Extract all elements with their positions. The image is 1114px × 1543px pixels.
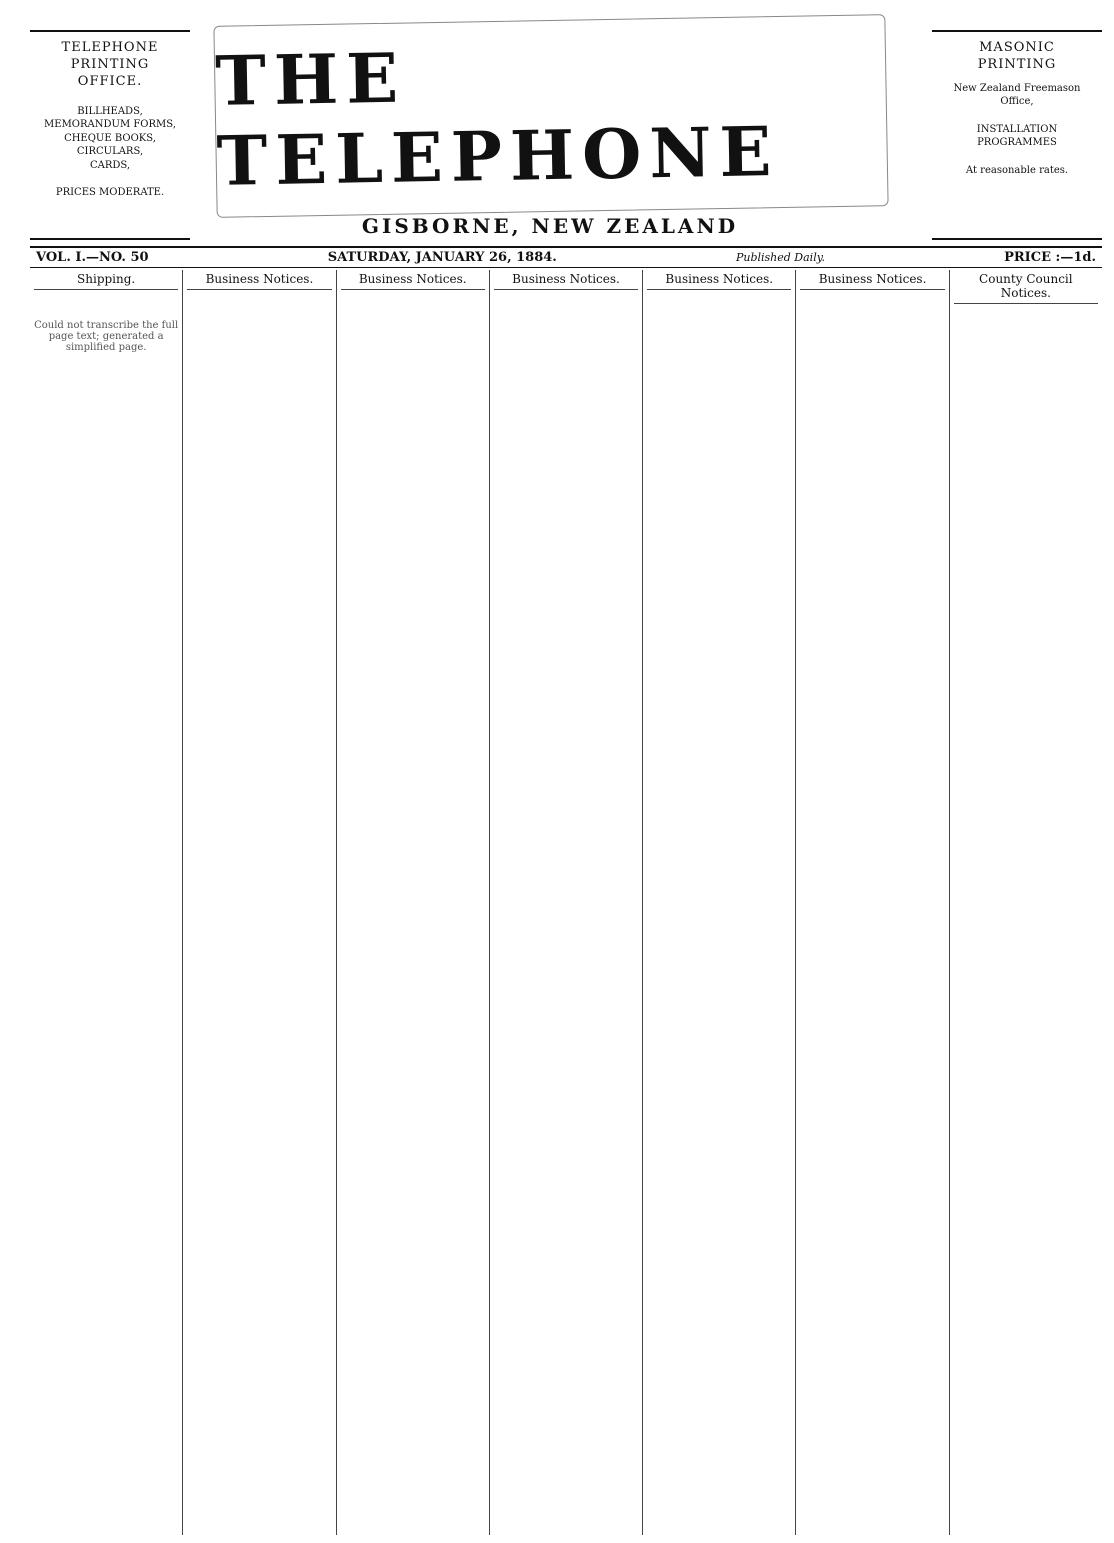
dateline — [30, 246, 1102, 268]
issue-date: SATURDAY, JANUARY 26, 1884. — [327, 250, 557, 265]
left-box-line-2: CHEQUE BOOKS, CIRCULARS, — [64, 132, 156, 158]
column-heading: Business Notices. — [187, 272, 331, 290]
right-box-line-1: New Zealand Freemason — [953, 82, 1081, 94]
column-business-5 — [796, 270, 949, 1535]
right-box-line-4: At reasonable rates. — [965, 164, 1069, 176]
price: PRICE :—1d. — [1004, 250, 1096, 265]
left-box-title-1: TELEPHONE — [61, 40, 159, 55]
column-heading: Business Notices. — [800, 272, 944, 290]
column-heading: Business Notices. — [341, 272, 485, 290]
left-box-title-2: PRINTING OFFICE. — [70, 56, 150, 89]
column-shipping — [30, 270, 183, 1535]
published-note: Published Daily. — [735, 251, 825, 264]
left-box-line-1: BILLHEADS, MEMORANDUM FORMS, — [44, 105, 176, 131]
masthead-subtitle: GISBORNE, NEW ZEALAND — [361, 214, 739, 238]
simplified-note: Could not transcribe the full page text; generated a simplified page. — [34, 320, 179, 353]
right-box-line-2: Office, — [1000, 96, 1034, 108]
volume-number: VOL. I.—NO. 50 — [36, 250, 149, 265]
right-advert-box — [932, 30, 1102, 240]
column-business-1 — [183, 270, 336, 1535]
left-box-line-3: CARDS, — [89, 159, 131, 171]
masthead-title: THE TELEPHONE — [213, 14, 888, 218]
column-business-3 — [490, 270, 643, 1535]
left-advert-box — [30, 30, 190, 240]
left-box-line-4: PRICES MODERATE. — [55, 187, 165, 199]
header — [0, 0, 1114, 250]
right-box-line-3: INSTALLATION PROGRAMMES — [976, 123, 1058, 149]
column-heading: Shipping. — [34, 272, 178, 290]
right-box-title-1: MASONIC PRINTING — [977, 40, 1057, 72]
column-heading: Business Notices. — [647, 272, 791, 290]
column-heading: County Council Notices. — [954, 272, 1098, 304]
column-county-council — [950, 270, 1102, 1535]
column-heading: Business Notices. — [494, 272, 638, 290]
columns — [30, 270, 1102, 1535]
column-business-4 — [643, 270, 796, 1535]
column-business-2 — [337, 270, 490, 1535]
